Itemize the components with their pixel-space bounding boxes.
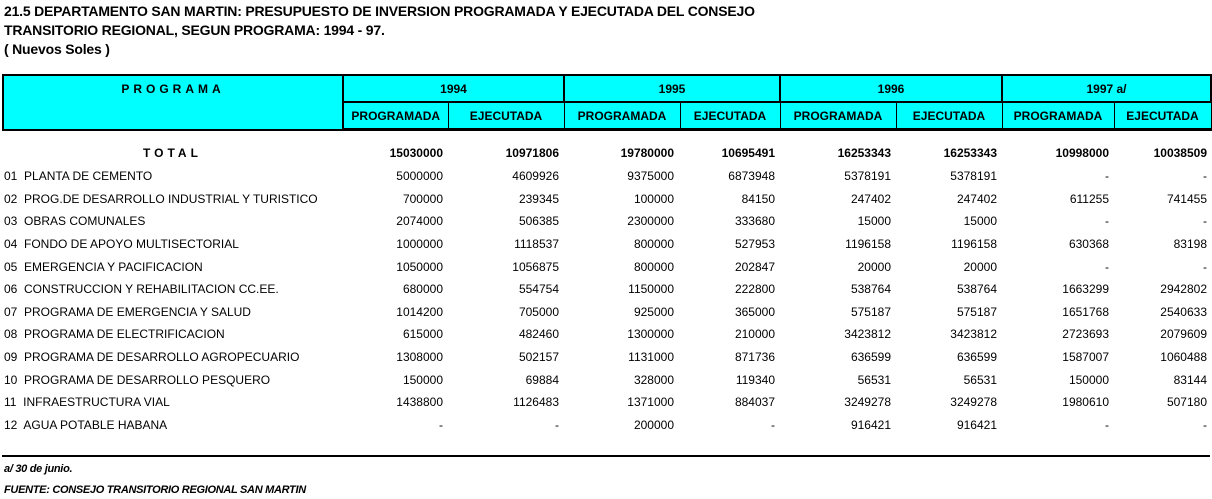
cell-value: 20000 [963,259,997,274]
table-row [0,346,1207,369]
cell-value: - [1203,214,1207,229]
row-label: 12 AGUA POTABLE HABANA [4,417,168,432]
cell-value: 1196158 [845,237,891,252]
footer-rule [2,455,1210,457]
cell-value: 84150 [741,191,775,206]
cell-value: 2540633 [1160,304,1207,319]
cell-value: - [1105,214,1109,229]
cell-value: 2942802 [1160,282,1207,297]
cell-value: 1060488 [1160,350,1207,365]
cell-value: 56531 [963,372,997,387]
cell-value: 2723693 [1062,327,1109,342]
cell-value: 6873948 [728,169,775,184]
cell-value: 680000 [402,282,443,297]
footnote-a: a/ 30 de junio. [4,463,73,475]
cell-value: 636599 [956,350,997,365]
cell-value: 1056875 [512,259,559,274]
cell-value: 630368 [1068,237,1109,252]
table-row [0,255,1207,278]
cell-value: 615000 [402,327,443,342]
header-programada-1995: PROGRAMADA [564,102,680,130]
cell-value: 150000 [402,372,443,387]
row-label: 11 INFRAESTRUCTURA VIAL [4,395,170,410]
cell-value: 1050000 [396,259,443,274]
cell-value: 1651768 [1062,304,1109,319]
cell-value: 3249278 [950,395,997,410]
cell-value: 1980610 [1062,395,1109,410]
cell-value: 1663299 [1062,282,1109,297]
cell-value: 502157 [518,350,559,365]
cell-value: 5378191 [950,169,997,184]
cell-value: 9375000 [627,169,674,184]
cell-value: 636599 [850,350,891,365]
cell-value: 5000000 [396,169,443,184]
row-label: 05 EMERGENCIA Y PACIFICACION [4,259,203,274]
header-programada-1994: PROGRAMADA [343,102,448,130]
cell-value: 56531 [857,372,891,387]
cell-value: 538764 [956,282,997,297]
table-row [0,165,1207,188]
cell-value: 210000 [734,327,775,342]
cell-value: 239345 [518,191,559,206]
cell-value: 247402 [850,191,891,206]
row-label: 03 OBRAS COMUNALES [4,214,146,229]
row-label: 06 CONSTRUCCION Y REHABILITACION CC.EE. [4,282,279,297]
cell-value: 1371000 [627,395,674,410]
header-programada-1997: PROGRAMADA [1002,102,1114,130]
cell-value: 4609926 [512,169,559,184]
cell-value: 16253343 [943,145,997,160]
cell-value: 83198 [1173,237,1207,252]
cell-value: 741455 [1166,191,1207,206]
cell-value: - [771,417,775,432]
row-label: 04 FONDO DE APOYO MULTISECTORIAL [4,237,239,252]
cell-value: 119340 [735,372,775,387]
row-label: 10 PROGRAMA DE DESARROLLO PESQUERO [4,372,271,387]
cell-value: - [1105,169,1109,184]
table-row [0,233,1207,256]
cell-value: 1438800 [396,395,443,410]
header-year-1997: 1997 a/ [1002,75,1211,102]
cell-value: 575187 [850,304,891,319]
cell-value: 15000 [963,214,997,229]
row-label: 07 PROGRAMA DE EMERGENCIA Y SALUD [4,304,251,319]
cell-value: 507180 [1166,395,1207,410]
cell-value: 69884 [525,372,559,387]
cell-value: 1000000 [396,237,443,252]
cell-value: 3423812 [950,327,997,342]
cell-value: 333680 [734,214,775,229]
cell-value: 3249278 [844,395,891,410]
table-row [0,188,1207,211]
cell-value: - [439,417,443,432]
cell-value: 482460 [518,327,559,342]
cell-value: 527953 [734,237,775,252]
row-label: 02 PROG.DE DESARROLLO INDUSTRIAL Y TURISTICO [4,191,318,206]
cell-value: 15030000 [389,145,443,160]
cell-value: 200000 [633,417,674,432]
header-ejecutada-1997: EJECUTADA [1114,102,1211,130]
units-label: ( Nuevos Soles ) [4,41,110,57]
cell-value: 222800 [734,282,775,297]
header-ejecutada-1996: EJECUTADA [896,102,1002,130]
cell-value: 506385 [518,214,559,229]
cell-value: 1300000 [627,327,674,342]
cell-value: 1131000 [628,350,674,365]
header-ejecutada-1995: EJECUTADA [680,102,780,130]
table-header [2,74,1212,131]
cell-value: 5378191 [844,169,891,184]
header-year-1994: 1994 [343,75,564,102]
cell-value: 10971806 [505,145,559,160]
cell-value: 10695491 [721,145,775,160]
cell-value: 1126483 [513,395,559,410]
table-row [0,323,1207,346]
cell-value: 20000 [857,259,891,274]
header-programada-1996: PROGRAMADA [780,102,896,130]
cell-value: 705000 [518,304,559,319]
table-title-line-2: TRANSITORIO REGIONAL, SEGUN PROGRAMA: 1994 - 97. [4,22,385,38]
cell-value: 16253343 [837,145,891,160]
table-row [0,368,1207,391]
cell-value: 1587007 [1062,350,1109,365]
cell-value: 83144 [1173,372,1207,387]
cell-value: 575187 [956,304,997,319]
header-year-1996: 1996 [780,75,1002,102]
cell-value: - [1203,417,1207,432]
cell-value: 3423812 [844,327,891,342]
table-body [0,140,1207,436]
cell-value: 1150000 [628,282,674,297]
cell-value: 328000 [633,372,674,387]
cell-value: 247402 [956,191,997,206]
row-label: 01 PLANTA DE CEMENTO [4,169,153,184]
cell-value: - [1203,169,1207,184]
cell-value: 700000 [402,191,443,206]
table-row [0,278,1207,301]
table-title-line-1: 21.5 DEPARTAMENTO SAN MARTIN: PRESUPUESTO DE INVERSION PROGRAMADA Y EJECUTADA DEL CONSEJO [4,3,755,19]
header-year-1995: 1995 [564,75,780,102]
cell-value: 1196158 [951,237,997,252]
cell-value: 1118537 [514,237,559,252]
cell-value: - [1105,259,1109,274]
cell-value: 1014200 [396,304,443,319]
cell-value: 916421 [850,417,891,432]
cell-value: 150000 [1068,372,1109,387]
cell-value: - [1203,259,1207,274]
source-note: FUENTE: CONSEJO TRANSITORIO REGIONAL SAN MARTIN [4,484,306,496]
cell-value: 916421 [956,417,997,432]
table-row [0,391,1207,414]
cell-value: 10038509 [1153,145,1207,160]
cell-value: 19780000 [620,145,674,160]
row-label: TOTAL [143,145,202,160]
table-row [0,301,1207,324]
cell-value: 554754 [518,282,559,297]
table-row [0,414,1207,437]
cell-value: 800000 [633,237,674,252]
header-programa: PROGRAMA [3,75,343,130]
cell-value: 15000 [857,214,891,229]
cell-value: 2300000 [627,214,674,229]
total-row [0,140,1207,165]
cell-value: - [555,417,559,432]
cell-value: 884037 [734,395,775,410]
cell-value: 800000 [633,259,674,274]
cell-value: 10998000 [1055,145,1109,160]
cell-value: 1308000 [396,350,443,365]
cell-value: 538764 [850,282,891,297]
row-label: 09 PROGRAMA DE DESARROLLO AGROPECUARIO [4,350,300,365]
header-ejecutada-1994: EJECUTADA [448,102,564,130]
cell-value: 100000 [633,191,674,206]
cell-value: 2074000 [396,214,443,229]
cell-value: 871736 [734,350,775,365]
cell-value: 202847 [734,259,775,274]
cell-value: 2079609 [1160,327,1207,342]
table-row [0,210,1207,233]
cell-value: - [1105,417,1109,432]
cell-value: 611255 [1069,191,1109,206]
cell-value: 925000 [633,304,674,319]
row-label: 08 PROGRAMA DE ELECTRIFICACION [4,327,225,342]
cell-value: 365000 [734,304,775,319]
